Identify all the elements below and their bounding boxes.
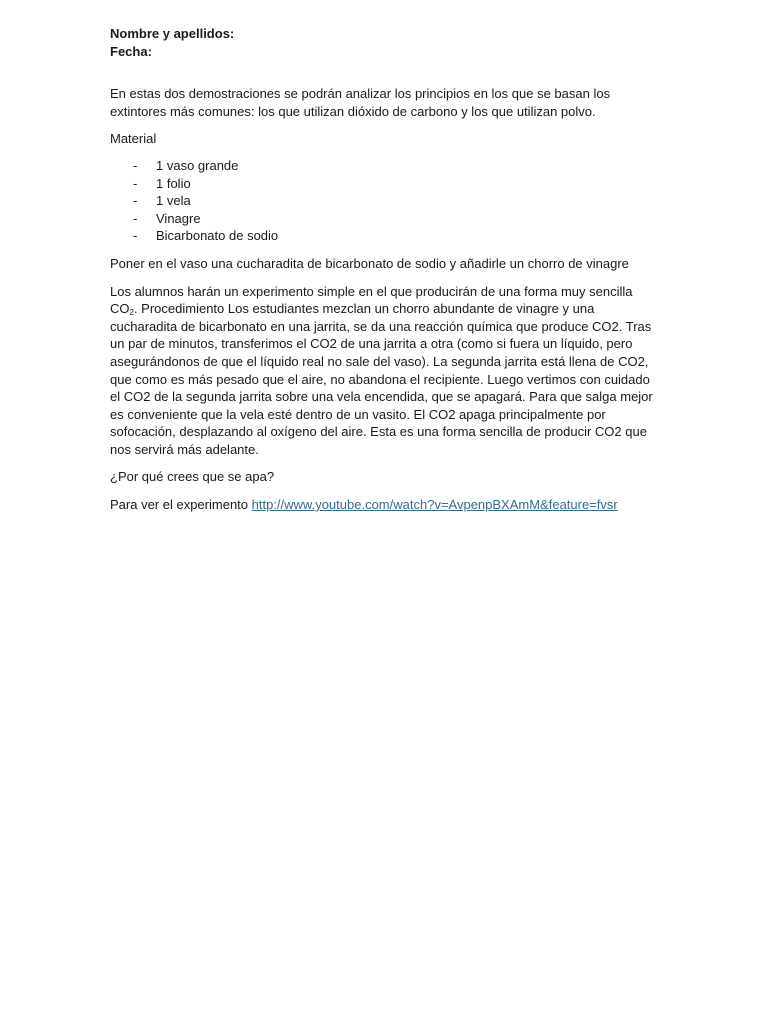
list-bullet: -: [133, 210, 138, 226]
question-paragraph: ¿Por qué crees que se apa?: [110, 469, 275, 485]
list-item: [110, 175, 658, 193]
date-label: Fecha:: [110, 43, 152, 59]
list-item-label: 1 vela: [156, 193, 191, 209]
document-page: [110, 25, 658, 514]
list-bullet: -: [133, 157, 138, 173]
material-list: [110, 157, 658, 245]
list-item-label: 1 vaso grande: [156, 157, 239, 173]
list-bullet: -: [133, 175, 138, 191]
intro-paragraph: En estas dos demostraciones se podrán analizar los principios en los que se basan los extintores más comunes: los que utilizan dióxido de carbono y los que utilizan polvo.: [110, 86, 611, 119]
list-item: [110, 210, 658, 228]
procedure-paragraph: [110, 283, 658, 459]
list-bullet: -: [133, 193, 138, 209]
experiment-link[interactable]: http://www.youtube.com/watch?v=AvpenpBXAmM&feature=fvsr: [251, 497, 618, 513]
experiment-label: Para ver el experimento: [110, 497, 252, 513]
list-item-label: Bicarbonato de sodio: [156, 228, 279, 244]
procedure-rest: . Procedimiento Los estudiantes mezclan un chorro abundante de vinagre y una cucharadita de bicarbonato en una jarrita, se da una reacción química que produce CO2. Tras un par de minutos, transferimos el CO2 de una jarrita a otra (como si fuera un líquido, pero asegurándonos de que el líquido real no sale del vaso). La segunda jarrita está llena de CO2, que como es más pesado que el aire, no abandona el recipiente. Luego vertimos con cuidado el CO2 de la segunda jarrita sobre una vela encendida, que se apagará. Para que salga mejor es conveniente que la vela esté dentro de un vasito. El CO2 apaga principalmente por sofocación, desplazando al oxígeno del aire. Esta es una forma sencilla de producir CO2 que nos servirá más adelante.: [110, 301, 653, 457]
list-bullet: -: [133, 228, 138, 244]
list-item: [110, 192, 658, 210]
procedure-subscript: 2: [129, 308, 134, 318]
experiment-paragraph: [110, 496, 658, 514]
name-label: Nombre y apellidos:: [110, 26, 235, 41]
material-title: Material: [110, 131, 157, 147]
list-item-label: 1 folio: [156, 175, 191, 191]
list-item-label: Vinagre: [156, 210, 201, 226]
procedure-lead: Los alumnos harán un experimento simple en el que producirán de una forma muy sencilla CO: [110, 283, 633, 317]
instruction-paragraph: Poner en el vaso una cucharadita de bicarbonato de sodio y añadirle un chorro de vinagre: [110, 255, 629, 271]
list-item: [110, 157, 658, 175]
list-item: [110, 227, 658, 245]
